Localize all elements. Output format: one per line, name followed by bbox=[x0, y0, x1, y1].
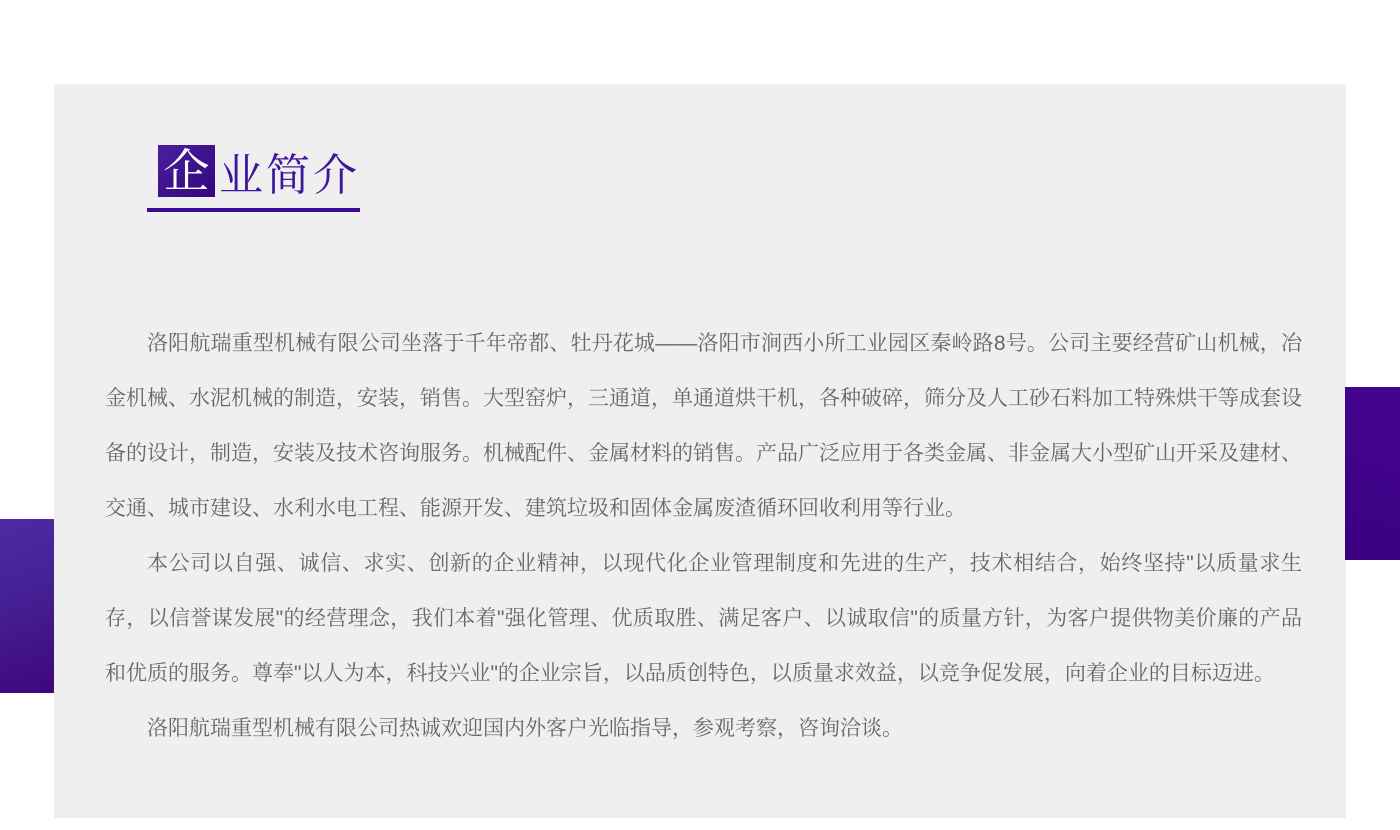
profile-text-block bbox=[105, 316, 1302, 756]
title-underline bbox=[147, 208, 360, 212]
profile-paragraph-2: 本公司以自强、诚信、求实、创新的企业精神，以现代化企业管理制度和先进的生产，技术相结合，始终坚持"以质量求生存，以信誉谋发展"的经营理念，我们本着"强化管理、优质取胜、满足客户、以诚取信"的质量方针，为客户提供物美价廉的产品和优质的服务。尊奉"以人为本，科技兴业"的企业宗旨，以品质创特色，以质量求效益，以竞争促发展，向着企业的目标迈进。 bbox=[105, 552, 1302, 685]
profile-paragraph-3: 洛阳航瑞重型机械有限公司热诚欢迎国内外客户光临指导，参观考察，咨询洽谈。 bbox=[147, 717, 903, 740]
profile-paragraph-1: 洛阳航瑞重型机械有限公司坐落于千年帝都、牡丹花城——洛阳市涧西小所工业园区秦岭路8号。公司主要经营矿山机械，冶金机械、水泥机械的制造，安装，销售。大型窑炉，三通道，单通道烘干机，各种破碎，筛分及人工砂石料加工特殊烘干等成套设备的设计，制造，安装及技术咨询服务。机械配件、金属材料的销售。产品广泛应用于各类金属、非金属大小型矿山开采及建材、交通、城市建设、水利水电工程、能源开发、建筑垃圾和固体金属废渣循环回收利用等行业。 bbox=[105, 332, 1302, 520]
title-highlight-char: 企 bbox=[158, 145, 215, 197]
section-title bbox=[147, 144, 360, 212]
right-decor-block bbox=[1345, 387, 1400, 560]
section-title-text bbox=[147, 144, 360, 198]
title-rest-text: 业简介 bbox=[219, 151, 360, 200]
company-profile-card bbox=[54, 84, 1346, 818]
left-decor-block bbox=[0, 519, 54, 693]
